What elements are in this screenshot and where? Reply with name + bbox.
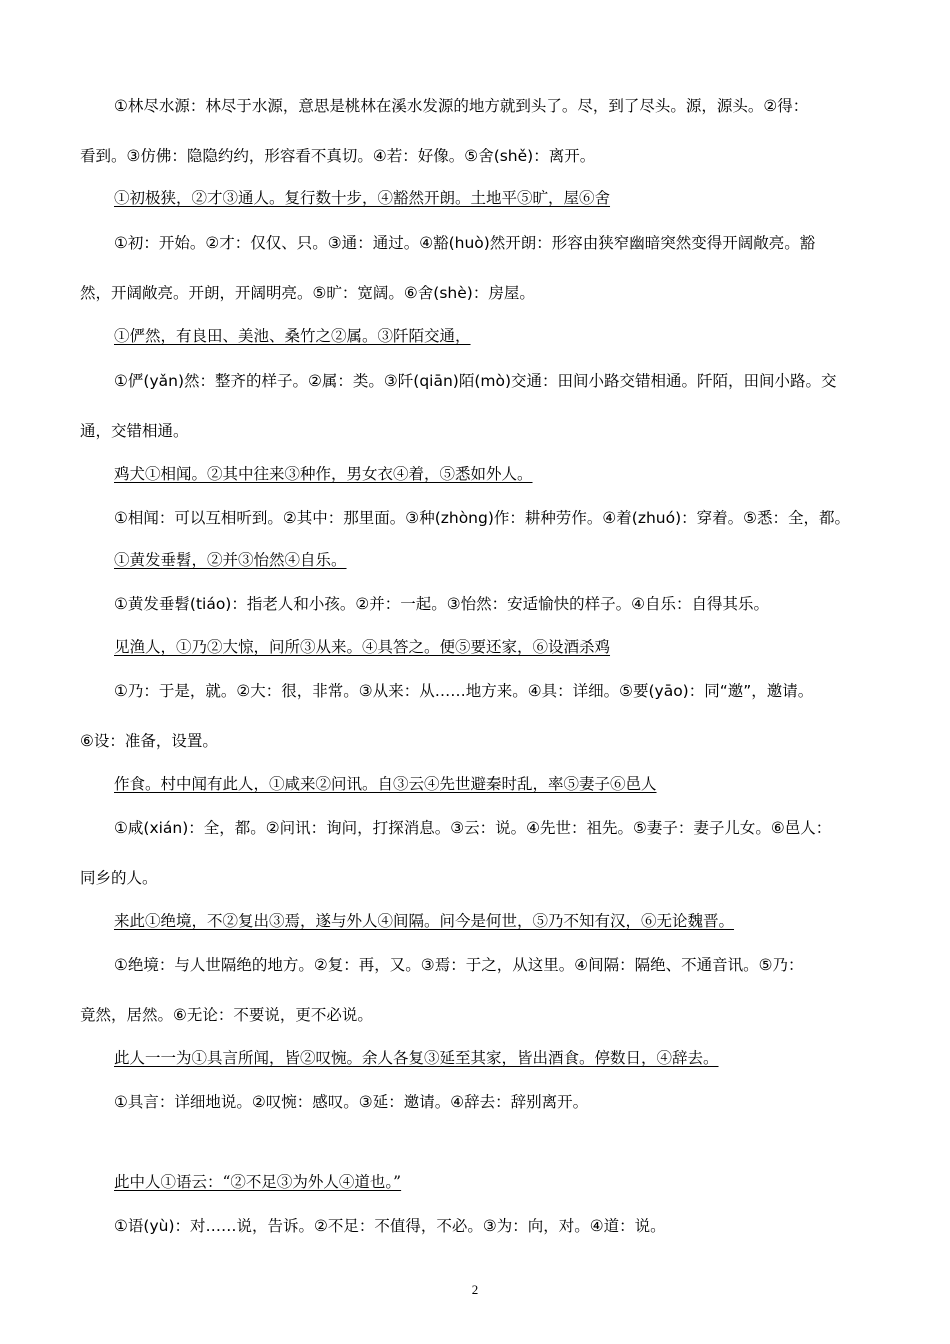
annotation-line: 同乡的人。: [80, 869, 158, 887]
source-text-line: 此人一一为①具言所闻，皆②叹惋。余人各复③延至其家，皆出酒食。停数日，④辞去。: [114, 1049, 719, 1067]
annotation-line: ①相闻：可以互相听到。②其中：那里面。③种(zhòng)作：耕种劳作。④着(zhuó)：穿着。⑤悉：全，都。: [114, 509, 851, 527]
source-text-line: ①俨然，有良田、美池、桑竹之②属。③阡陌交通，: [114, 327, 471, 345]
annotation-line: 看到。③仿佛：隐隐约约，形容看不真切。④若：好像。⑤舍(shě)：离开。: [80, 147, 596, 165]
annotation-line: ①初：开始。②才：仅仅、只。③通：通过。④豁(huò)然开朗：形容由狭窄幽暗突然变得开阔敞亮。豁: [114, 234, 816, 252]
source-text-line: ①黄发垂髫，②并③怡然④自乐。: [114, 551, 347, 569]
annotation-line: ①乃：于是，就。②大：很，非常。③从来：从……地方来。④具：详细。⑤要(yāo)：同“邀”，邀请。: [114, 682, 814, 700]
annotation-line: 竟然，居然。⑥无论：不要说，更不必说。: [80, 1006, 373, 1024]
annotation-line: 通，交错相通。: [80, 422, 189, 440]
source-text-line: 鸡犬①相闻。②其中往来③种作，男女衣④着，⑤悉如外人。: [114, 465, 533, 483]
annotation-line: ①具言：详细地说。②叹惋：感叹。③延：邀请。④辞去：辞别离开。: [114, 1093, 589, 1111]
annotation-line: ①绝境：与人世隔绝的地方。②复：再，又。③焉：于之，从这里。④间隔：隔绝、不通音讯。⑤乃：: [114, 956, 804, 974]
annotation-line: ①黄发垂髫(tiáo)：指老人和小孩。②并：一起。③怡然：安适愉快的样子。④自乐：自得其乐。: [114, 595, 770, 613]
source-text-line: 此中人①语云：“②不足③为外人④道也。”: [114, 1173, 402, 1191]
source-text-line: 见渔人，①乃②大惊，问所③从来。④具答之。便⑤要还家，⑥设酒杀鸡: [114, 638, 611, 656]
source-text-line: 作食。村中闻有此人，①咸来②问讯。自③云④先世避秦时乱，率⑤妻子⑥邑人: [114, 775, 657, 793]
annotation-line: ①林尽水源：林尽于水源，意思是桃林在溪水发源的地方就到头了。尽，到了尽头。源，源头。②得：: [114, 97, 809, 115]
annotation-line: ①咸(xián)：全，都。②问讯：询问，打探消息。③云：说。④先世：祖先。⑤妻子：妻子儿女。⑥邑人：: [114, 819, 832, 837]
annotation-line: ①语(yù)：对……说，告诉。②不足：不值得，不必。③为：向，对。④道：说。: [114, 1217, 666, 1235]
annotation-line: ⑥设：准备，设置。: [80, 732, 218, 750]
annotation-line: ①俨(yǎn)然：整齐的样子。②属：类。③阡(qiān)陌(mò)交通：田间小路交错相通。阡陌，田间小路。交: [114, 372, 837, 390]
source-text-line: 来此①绝境，不②复出③焉，遂与外人④间隔。问今是何世，⑤乃不知有汉，⑥无论魏晋。: [114, 912, 735, 930]
annotation-line: 然，开阔敞亮。开朗，开阔明亮。⑤旷：宽阔。⑥舍(shè)：房屋。: [80, 284, 535, 302]
page-number: 2: [471, 1282, 479, 1297]
source-text-line: ①初极狭，②才③通人。复行数十步，④豁然开朗。土地平⑤旷，屋⑥舍: [114, 189, 611, 207]
